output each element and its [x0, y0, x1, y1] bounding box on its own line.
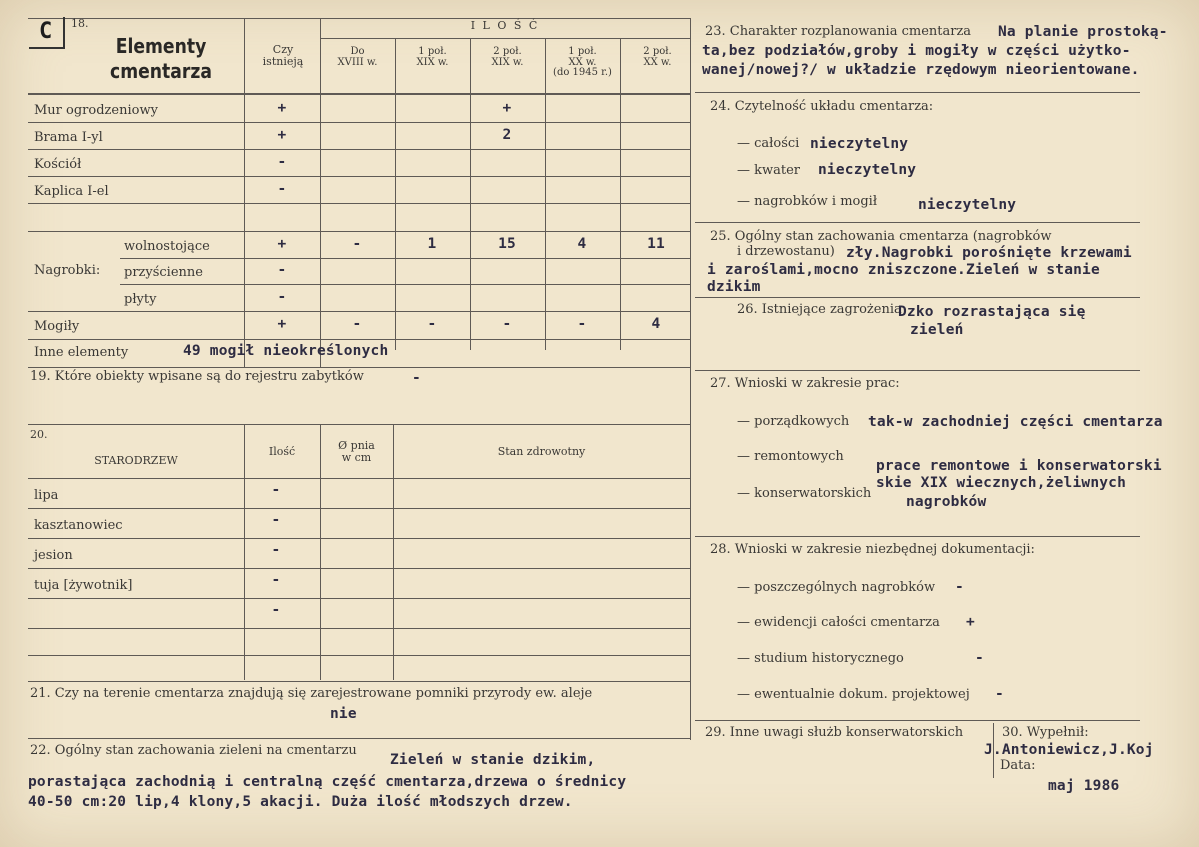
title-line-1: Elementy: [115, 34, 207, 58]
quantity-value: -: [352, 236, 362, 252]
section-30-label: 30. Wypełnił:: [1002, 725, 1089, 740]
section-26-line-2: zieleń: [910, 322, 964, 338]
card-letter-badge: [29, 17, 65, 49]
period-line-1: 2 poł.: [493, 46, 522, 57]
tree-label: lipa: [34, 488, 59, 503]
health-header: Stan zdrowotny: [497, 445, 586, 458]
period-line-1: 2 poł.: [643, 46, 672, 57]
documentation-label: — poszczególnych nagrobków: [737, 580, 936, 595]
quantity-value: -: [352, 316, 362, 332]
legibility-label: — całości: [737, 136, 800, 151]
element-row-label: płyty: [124, 292, 157, 307]
legibility-value: nieczytelny: [918, 197, 1017, 213]
legibility-label: — kwater: [737, 163, 801, 178]
starodrzew-title: STARODRZEW: [94, 454, 178, 467]
documentation-label: — ewidencji całości cmentarza: [737, 615, 940, 630]
card-letter: C: [39, 19, 53, 44]
section-25-line-1: zły.Nagrobki porośnięte krzewami: [846, 245, 1132, 261]
section-27-label: 27. Wnioski w zakresie prac:: [710, 376, 900, 391]
section-19-label: 19. Które obiekty wpisane są do rejestru zabytków: [30, 369, 364, 384]
element-row-label: Kaplica I-el: [34, 184, 109, 199]
section-23-line-3: wanej/nowej?/ w układzie rzędowym nieorientowane.: [702, 62, 1140, 78]
period-line-3: (do 1945 r.): [553, 67, 612, 78]
element-row-label: Mogiły: [34, 319, 80, 334]
section-22-line-1: Zieleń w stanie dzikim,: [390, 752, 596, 768]
legibility-value: nieczytelny: [818, 162, 917, 178]
period-header: [470, 47, 545, 68]
period-line-1: Do: [350, 46, 365, 57]
tree-count: -: [271, 482, 281, 498]
section-22-line-3: 40-50 cm:20 lip,4 klony,5 akacji. Duża ilość młodszych drzew.: [28, 794, 573, 810]
documentation-value: -: [975, 650, 984, 666]
element-row-label: Brama I-yl: [34, 130, 103, 145]
work-scope-value: tak-w zachodniej części cmentarza: [868, 414, 1163, 430]
tree-count: -: [271, 542, 281, 558]
section-18-number: 18.: [71, 17, 89, 30]
exists-mark: -: [277, 154, 287, 170]
other-elements-label: Inne elementy: [34, 345, 129, 360]
section-23-line-2: ta,bez podziałów,groby i mogiły w części użytko-: [702, 43, 1131, 59]
section-22-line-2: porastająca zachodnią i centralną część cmentarza,drzewa o średnicy: [28, 774, 627, 790]
section-28-label: 28. Wnioski w zakresie niezbędnej dokumentacji:: [710, 542, 1035, 557]
documentation-value: +: [966, 614, 975, 630]
quantity-value: +: [502, 100, 512, 116]
quantity-value: -: [577, 316, 587, 332]
tree-label: tuja [żywotnik]: [34, 578, 133, 593]
legibility-label: — nagrobków i mogił: [737, 194, 878, 209]
section-27-combined-line-2: skie XIX wiecznych,żeliwnych: [876, 475, 1127, 491]
legibility-value: nieczytelny: [810, 136, 909, 152]
section-23-label: 23. Charakter rozplanowania cmentarza: [705, 24, 972, 39]
work-scope-label: — konserwatorskich: [737, 486, 872, 501]
quantity-value: 11: [647, 236, 665, 252]
period-line-2: XVIII w.: [337, 56, 378, 68]
section-25-line-2: i zaroślami,mocno zniszczone.Zieleń w stanie: [707, 262, 1100, 278]
section-27-combined-line-3: nagrobków: [906, 494, 987, 510]
quantity-header: I L O Ś Ć: [470, 19, 540, 32]
section-18-title: [96, 34, 227, 84]
exists-mark: +: [277, 127, 287, 143]
documentation-value: -: [955, 579, 964, 595]
period-line-2: XIX w.: [491, 56, 524, 68]
period-header: [545, 47, 620, 79]
period-header: [320, 47, 395, 68]
exists-mark: +: [277, 236, 287, 252]
element-row-label: Mur ogrodzeniowy: [34, 103, 158, 118]
other-elements-value: 49 mogił nieokreślonych: [183, 343, 389, 359]
section-23-line-1: Na planie prostoką-: [998, 24, 1168, 40]
work-scope-label: — porządkowych: [737, 414, 850, 429]
section-19-value: -: [412, 370, 421, 386]
section-20-number: 20.: [30, 428, 48, 441]
date-label: Data:: [1000, 758, 1036, 773]
section-22-label: 22. Ogólny stan zachowania zieleni na cmentarzu: [30, 743, 357, 758]
exists-mark: -: [277, 289, 287, 305]
quantity-value: 4: [651, 316, 661, 332]
section-24-label: 24. Czytelność układu cmentarza:: [710, 99, 934, 114]
quantity-value: 4: [577, 236, 587, 252]
tree-count: -: [271, 602, 281, 618]
element-row-label: Kościół: [34, 157, 82, 172]
quantity-value: 1: [427, 236, 437, 252]
title-line-2: cmentarza: [110, 59, 212, 83]
section-26-label: 26. Istniejące zagrożenia: [737, 302, 902, 317]
exists-mark: -: [277, 262, 287, 278]
element-row-label: wolnostojące: [124, 239, 210, 254]
date-value: maj 1986: [1048, 778, 1120, 794]
tree-label: jesion: [34, 548, 73, 563]
exists-mark: +: [277, 316, 287, 332]
period-line-1: 1 poł.: [418, 46, 447, 57]
work-scope-label: — remontowych: [737, 449, 844, 464]
period-line-2: XX w.: [568, 56, 597, 68]
exists-mark: +: [277, 100, 287, 116]
quantity-value: 2: [502, 127, 512, 143]
documentation-value: -: [995, 686, 1004, 702]
section-21-value: nie: [330, 706, 357, 722]
trunk-header-line-2: w cm: [341, 450, 372, 464]
quantity-value: -: [427, 316, 437, 332]
period-header: [620, 47, 695, 68]
tree-count-header: Ilość: [268, 445, 296, 458]
exists-header: Czy istnieją: [262, 43, 304, 68]
tree-count: -: [271, 572, 281, 588]
nagrobki-label: Nagrobki:: [34, 263, 101, 278]
exists-mark: -: [277, 181, 287, 197]
period-header: [395, 47, 470, 68]
trunk-diameter-header: [320, 440, 393, 463]
section-25-line-3: dzikim: [707, 279, 761, 295]
filled-by-value: J.Antoniewicz,J.Koj: [984, 742, 1154, 758]
element-row-label: przyścienne: [124, 265, 203, 280]
section-25-label-2: i drzewostanu): [737, 244, 835, 259]
quantity-value: 15: [498, 236, 516, 252]
section-27-combined-line-1: prace remontowe i konserwatorski: [876, 458, 1162, 474]
period-line-2: XX w.: [643, 56, 672, 68]
section-29-label: 29. Inne uwagi służb konserwatorskich: [705, 725, 964, 740]
section-25-label-1: 25. Ogólny stan zachowania cmentarza (nagrobków: [710, 229, 1052, 244]
tree-count: -: [271, 512, 281, 528]
section-26-line-1: Dzko rozrastająca się: [898, 304, 1086, 320]
tree-label: kasztanowiec: [34, 518, 123, 533]
quantity-value: -: [502, 316, 512, 332]
period-line-1: 1 poł.: [568, 46, 597, 57]
section-21-label: 21. Czy na terenie cmentarza znajdują się zarejestrowane pomniki przyrody ew. aleje: [30, 686, 593, 701]
documentation-label: — studium historycznego: [737, 651, 904, 666]
trunk-header-line-1: Ø pnia: [338, 439, 375, 452]
period-line-2: XIX w.: [416, 56, 449, 68]
documentation-label: — ewentualnie dokum. projektowej: [737, 687, 970, 702]
